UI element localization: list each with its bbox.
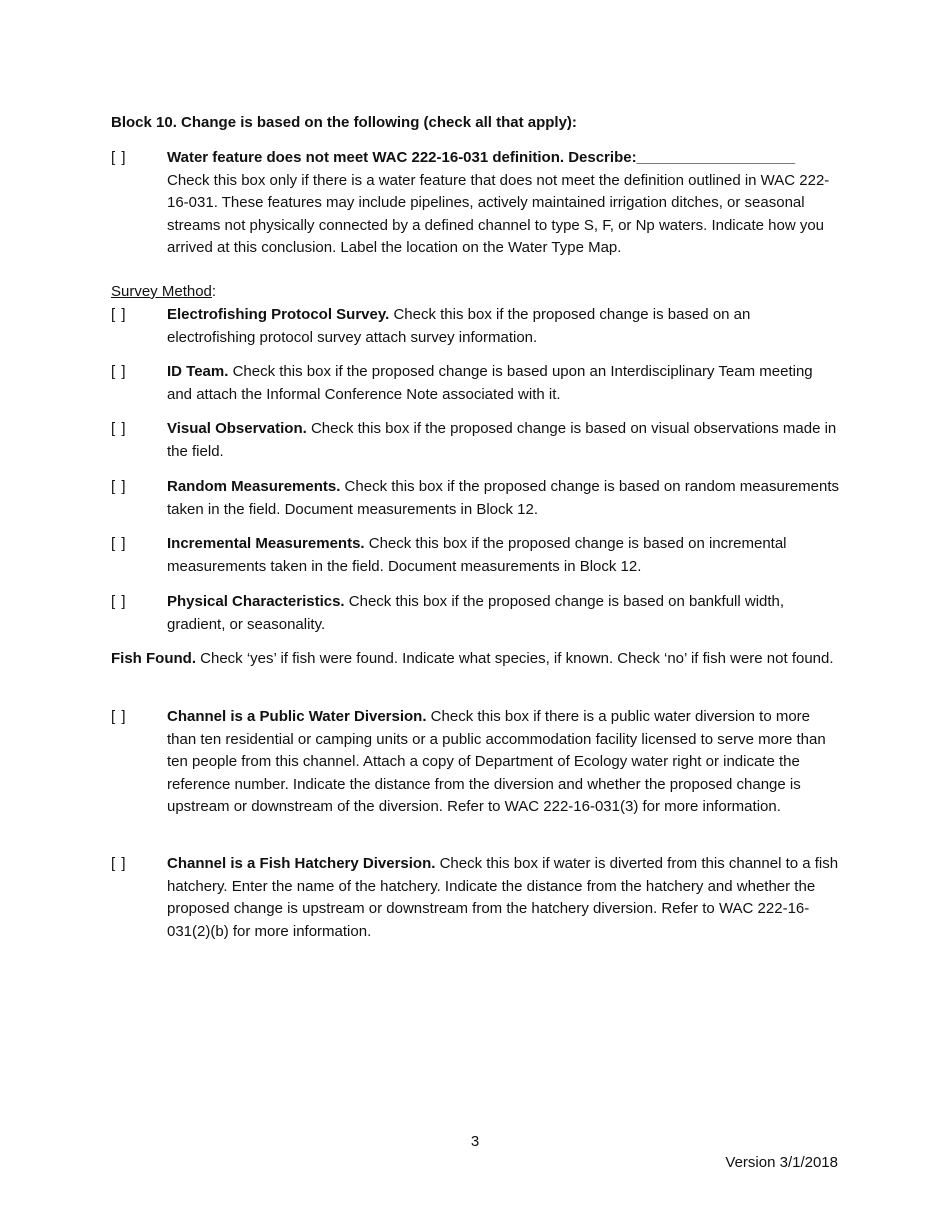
water-feature-item: [111, 147, 841, 260]
survey-method-label: Survey Method: [111, 283, 212, 300]
physical-characteristics-title: Physical Characteristics.: [167, 593, 345, 610]
physical-characteristics-body: Check this box if the proposed change is based on bankfull width, gradient, or seasonality.: [167, 593, 785, 633]
random-measurements-checkbox[interactable]: [ ]: [111, 478, 127, 495]
id-team-body: Check this box if the proposed change is based upon an Interdisciplinary Team meeting and attach the Informal Conference Note associated with it.: [167, 363, 813, 403]
survey-item-random-measurements: [111, 476, 841, 521]
survey-item-id-team: [111, 361, 841, 406]
incremental-measurements-checkbox[interactable]: [ ]: [111, 535, 127, 552]
survey-item-physical-characteristics: [111, 591, 841, 636]
public-water-diversion-body: Check this box if there is a public water diversion to more than ten residential or camping units or a public accommodation facility licensed to serve more than ten people from this channel. Attach a copy of Department of Ecology water right or indicate the reference number. Indicate the distance from the diversion and whether the proposed change is upstream or downstream of the diversion. Refer to WAC 222-16-031(3) for more information.: [167, 708, 826, 815]
page-number: 3: [470, 1133, 480, 1150]
survey-item-incremental-measurements: [111, 533, 841, 578]
electrofishing-title: Electrofishing Protocol Survey.: [167, 306, 390, 323]
id-team-checkbox[interactable]: [ ]: [111, 363, 127, 380]
random-measurements-body: Check this box if the proposed change is based on random measurements taken in the field. Document measurements in Block 12.: [167, 478, 840, 518]
water-feature-checkbox[interactable]: [ ]: [111, 149, 127, 166]
version-label: Version 3/1/2018: [725, 1154, 838, 1171]
electrofishing-checkbox[interactable]: [ ]: [111, 306, 127, 323]
id-team-text: [167, 361, 841, 406]
physical-characteristics-text: [167, 591, 841, 636]
public-water-diversion-title: Channel is a Public Water Diversion.: [167, 708, 427, 725]
water-feature-title: Water feature does not meet WAC 222-16-031 definition. Describe:___________________: [167, 149, 796, 166]
public-water-diversion-checkbox[interactable]: [ ]: [111, 708, 127, 725]
fish-hatchery-diversion-title: Channel is a Fish Hatchery Diversion.: [167, 855, 436, 872]
fish-hatchery-diversion-item: [111, 853, 841, 943]
visual-observation-text: [167, 418, 841, 463]
survey-method-colon: :: [211, 283, 217, 300]
random-measurements-title: Random Measurements.: [167, 478, 341, 495]
water-feature-body: Check this box only if there is a water feature that does not meet the definition outlined in WAC 222-16-031. These features may include pipelines, actively maintained irrigation ditches, or seasonal streams not physically connected by a defined channel to type S, F, or Np waters. Indicate how you arrived at this conclusion. Label the location on the Water Type Map.: [167, 171, 830, 256]
id-team-title: ID Team.: [167, 363, 229, 380]
visual-observation-title: Visual Observation.: [167, 420, 307, 437]
fish-hatchery-diversion-checkbox[interactable]: [ ]: [111, 855, 127, 872]
survey-method-heading: [111, 281, 216, 304]
fish-found-title: Fish Found.: [111, 650, 196, 667]
water-feature-text: [167, 147, 841, 260]
fish-found-body: Check ‘yes’ if fish were found. Indicate what species, if known. Check ‘no’ if fish were not found.: [195, 650, 834, 667]
block-10-heading: Block 10. Change is based on the following (check all that apply):: [111, 114, 577, 131]
survey-item-electrofishing: [111, 304, 841, 349]
public-water-diversion-text: [167, 706, 841, 819]
fish-hatchery-diversion-text: [167, 853, 841, 943]
electrofishing-body: Check this box if the proposed change is based on an electrofishing protocol survey attach survey information.: [167, 306, 751, 346]
electrofishing-text: [167, 304, 841, 349]
random-measurements-text: [167, 476, 841, 521]
fish-found-paragraph: [111, 648, 841, 671]
survey-item-visual-observation: [111, 418, 841, 463]
incremental-measurements-text: [167, 533, 841, 578]
visual-observation-checkbox[interactable]: [ ]: [111, 420, 127, 437]
incremental-measurements-title: Incremental Measurements.: [167, 535, 365, 552]
public-water-diversion-item: [111, 706, 841, 819]
fish-hatchery-diversion-body: Check this box if water is diverted from this channel to a fish hatchery. Enter the name of the hatchery. Indicate the distance from the hatchery and whether the proposed change is upstream or downstream from the hatchery diversion. Refer to WAC 222-16-031(2)(b) for more information.: [167, 855, 839, 940]
visual-observation-body: Check this box if the proposed change is based on visual observations made in the field.: [167, 420, 837, 460]
physical-characteristics-checkbox[interactable]: [ ]: [111, 593, 127, 610]
incremental-measurements-body: Check this box if the proposed change is based on incremental measurements taken in the field. Document measurements in Block 12.: [167, 535, 787, 575]
